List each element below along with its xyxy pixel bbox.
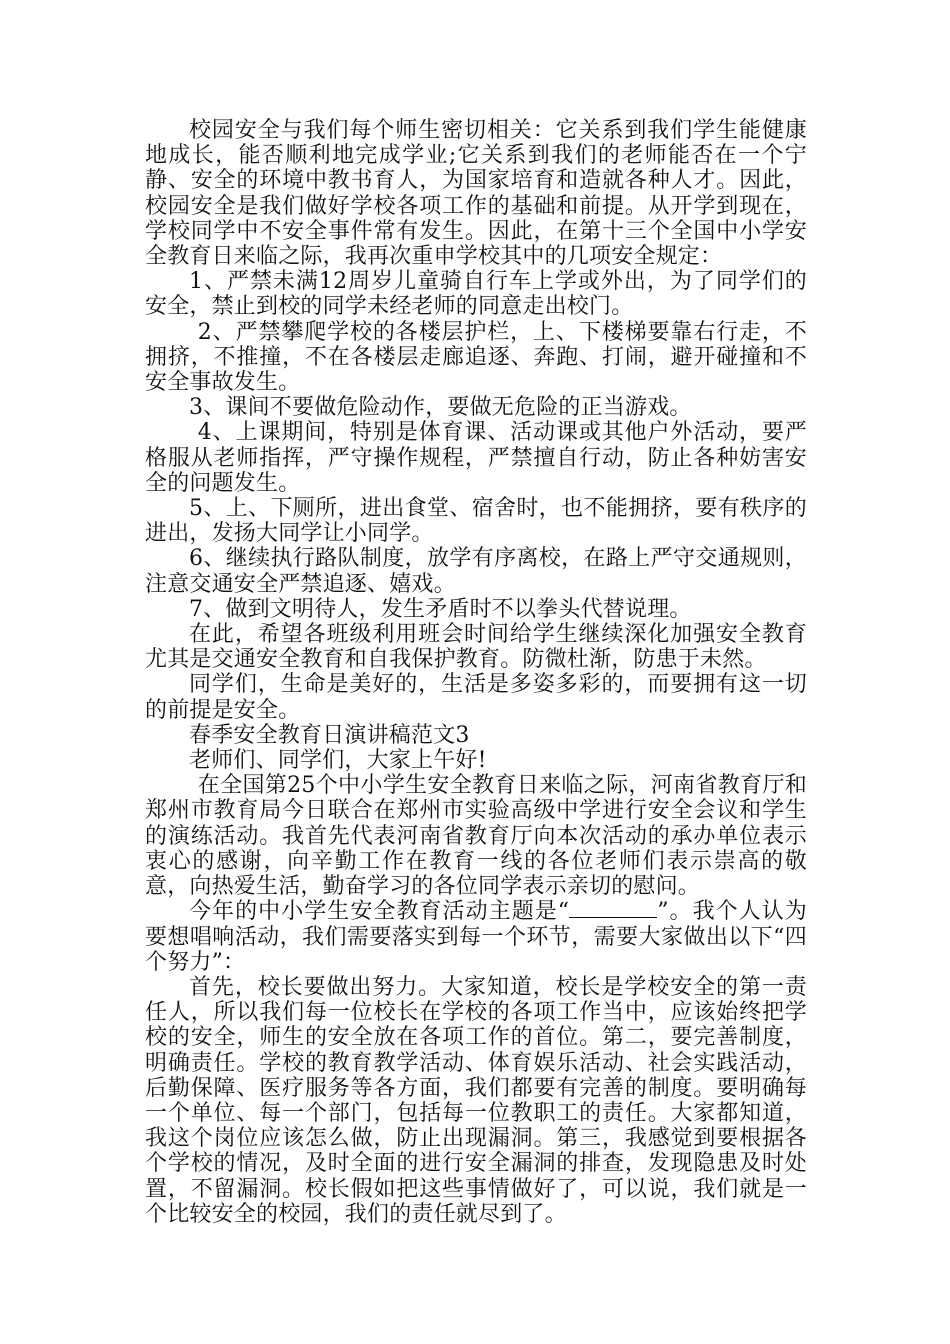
section-title: 春季安全教育日演讲稿范文3 [189,722,470,748]
theme-text-after: ”。我个人认为要想唱响活动，我们需要落实到每一个环节，需要大家做出以下“四个努力”： [145,899,807,975]
rule-2-paragraph: 2、严禁攀爬学校的各楼层护栏，上、下楼梯要靠右行走，不拥挤，不推撞，不在各楼层走廊追逐、奔跑、打闹，避开碰撞和不安全事故发生。 [145,319,807,396]
rule-5-paragraph: 5、上、下厕所，进出食堂、宿舍时，也不能拥挤，要有秩序的进出，发扬大同学让小同学。 [145,496,807,547]
rule-6-paragraph: 6、继续执行路队制度，放学有序离校，在路上严守交通规则，注意交通安全严禁追逐、嬉戏。 [145,546,807,597]
opening-speech-paragraph: 在全国第25个中小学生安全教育日来临之际，河南省教育厅和郑州市教育局今日联合在郑州市实验高级中学进行安全会议和学生的演练活动。我首先代表河南省教育厅向本次活动的承办单位表示衷心的感谢，向辛勤工作在教育一线的各位老师们表示崇高的敬意，向热爱生活，勤奋学习的各位同学表示亲切的慰问。 [145,773,807,900]
rule-1-paragraph: 1、严禁未满12周岁儿童骑自行车上学或外出，为了同学们的安全，禁止到校的同学未经老师的同意走出校门。 [145,269,807,320]
theme-text-before: 今年的中小学生安全教育活动主题是“ [189,899,570,925]
greeting-paragraph: 老师们、同学们，大家上午好! [189,748,487,774]
intro-paragraph: 校园安全与我们每个师生密切相关：它关系到我们学生能健康地成长，能否顺利地完成学业;它关系到我们的老师能否在一个宁静、安全的环境中教书育人，为国家培育和造就各种人才。因此，校园安全是我们做好学校各项工作的基础和前提。从开学到现在，学校同学中不安全事件常有发生。因此，在第十三个全国中小学安全教育日来临之际，我再次重申学校其中的几项安全规定： [145,118,807,270]
closing-paragraph: 首先，校长要做出努力。大家知道，校长是学校安全的第一责任人，所以我们每一位校长在学校的各项工作当中，应该始终把学校的安全，师生的安全放在各项工作的首位。第二，要完善制度，明确责任。学校的教育教学活动、体育娱乐活动、社会实践活动，后勤保障、医疗服务等各方面，我们都要有完善的制度。要明确每一个单位、每一个部门，包括每一位教职工的责任。大家都知道，我这个岗位应该怎么做，防止出现漏洞。第三，我感觉到要根据各个学校的情况，及时全面的进行安全漏洞的排查，发现隐患及时处置，不留漏洞。校长假如把这些事情做好了，可以说，我们就是一个比较安全的校园，我们的责任就尽到了。 [145,974,807,1227]
theme-blank [569,901,657,918]
life-paragraph: 同学们，生命是美好的，生活是多姿多彩的，而要拥有这一切的前提是安全。 [145,672,807,723]
rule-3-paragraph: 3、课间不要做危险动作，要做无危险的正当游戏。 [189,395,692,421]
document-page [145,118,807,1227]
hope-paragraph: 在此，希望各班级利用班会时间给学生继续深化加强安全教育尤其是交通安全教育和自我保护教育。防微杜渐，防患于未然。 [145,622,807,673]
rule-4-paragraph: 4、上课期间，特别是体育课、活动课或其他户外活动，要严格服从老师指挥，严守操作规程，严禁擅自行动，防止各种妨害安全的问题发生。 [145,420,807,496]
rule-7-paragraph: 7、做到文明待人，发生矛盾时不以拳头代替说理。 [189,596,692,622]
theme-paragraph [145,899,807,975]
